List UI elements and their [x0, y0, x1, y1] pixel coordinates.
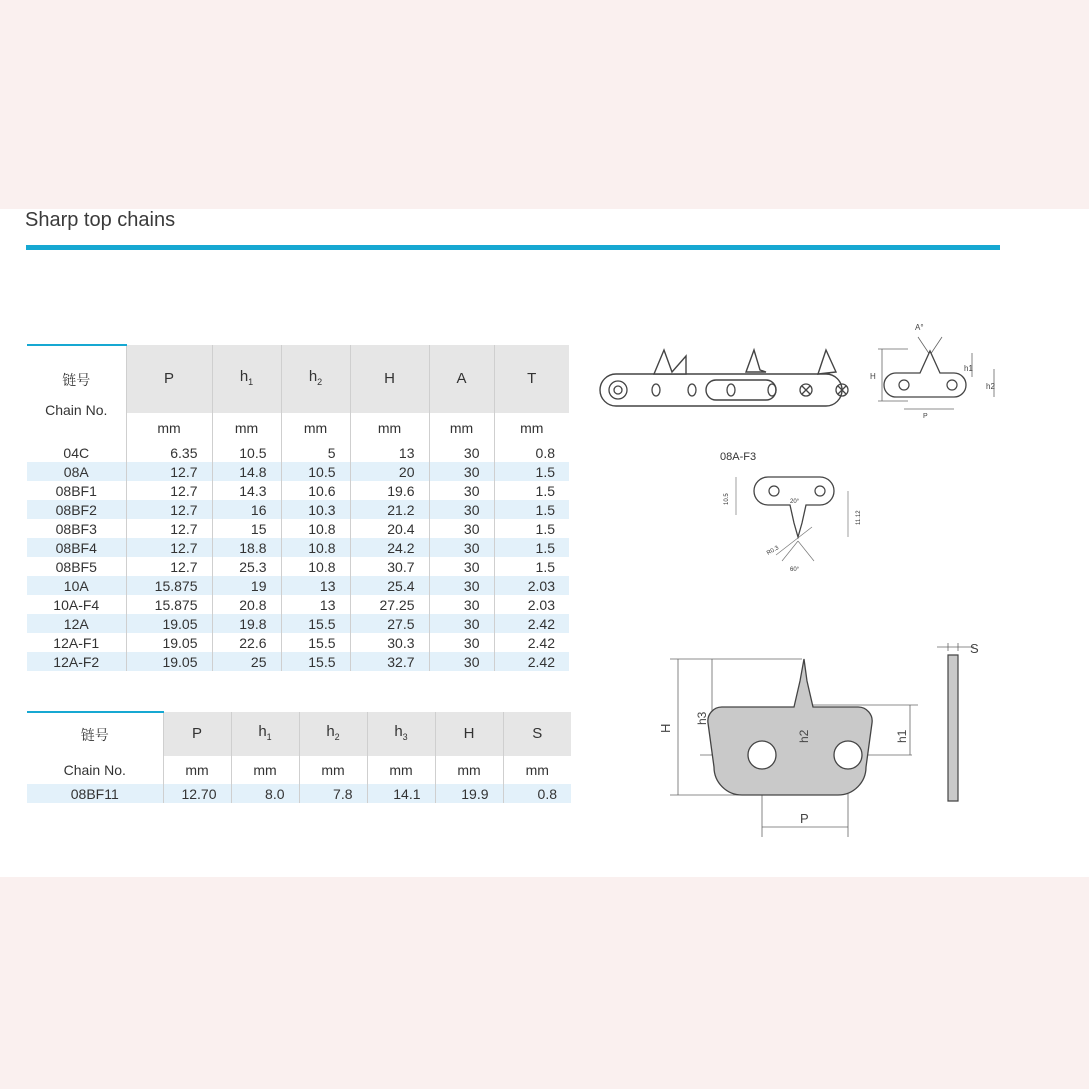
col-header: T	[494, 345, 569, 413]
unit-cell: mm	[350, 413, 429, 443]
value-cell: 6.35	[126, 443, 212, 462]
table-row	[27, 538, 569, 557]
value-cell: 30.3	[350, 633, 429, 652]
value-cell: 1.5	[494, 538, 569, 557]
value-cell: 12.7	[126, 500, 212, 519]
value-cell: 19.05	[126, 633, 212, 652]
f3-dim-right: 11.12	[856, 510, 862, 525]
value-cell: 13	[281, 595, 350, 614]
value-cell: 2.42	[494, 652, 569, 671]
col-header: $h_1$	[212, 345, 281, 413]
table-row	[27, 576, 569, 595]
chain-no-cell: 10A	[27, 576, 126, 595]
value-cell: 8.0	[231, 784, 299, 803]
unit-cell: mm	[494, 413, 569, 443]
value-cell: 7.8	[299, 784, 367, 803]
value-cell: 13	[350, 443, 429, 462]
f3-dim-angle-bottom: 60°	[790, 567, 800, 573]
chain-no-header	[27, 345, 126, 443]
f3-dim-angle-top: 20°	[790, 499, 800, 505]
value-cell: 21.2	[350, 500, 429, 519]
value-cell: 30	[429, 538, 494, 557]
value-cell: 20.4	[350, 519, 429, 538]
value-cell: 14.8	[212, 462, 281, 481]
value-cell: 22.6	[212, 633, 281, 652]
col-header: $h_2$	[281, 345, 350, 413]
f3-attachment-diagram	[716, 449, 886, 579]
chain-no-cell: 12A	[27, 614, 126, 633]
page-title: Sharp top chains	[25, 209, 176, 231]
value-cell: 15.875	[126, 595, 212, 614]
value-cell: 30	[429, 519, 494, 538]
f3-title: 08A-F3	[720, 451, 757, 463]
value-cell: 1.5	[494, 481, 569, 500]
large-plate-diagram	[652, 629, 992, 849]
angle-label: A°	[915, 323, 924, 332]
col-header: S	[503, 712, 571, 756]
value-cell: 16	[212, 500, 281, 519]
value-cell: 19.8	[212, 614, 281, 633]
value-cell: 10.8	[281, 557, 350, 576]
unit-cell: mm	[163, 756, 231, 784]
value-cell: 24.2	[350, 538, 429, 557]
value-cell: 10.5	[212, 443, 281, 462]
value-cell: 10.6	[281, 481, 350, 500]
chain-no-cell: 08BF2	[27, 500, 126, 519]
chain-no-cell: 12A-F2	[27, 652, 126, 671]
spec-table-2	[27, 711, 571, 803]
unit-cell: mm	[367, 756, 435, 784]
table-row	[27, 595, 569, 614]
value-cell: 2.03	[494, 595, 569, 614]
value-cell: 30	[429, 633, 494, 652]
h2-label: h2	[986, 382, 995, 391]
single-link-diagram	[868, 309, 1008, 419]
value-cell: 14.1	[367, 784, 435, 803]
value-cell: 27.5	[350, 614, 429, 633]
value-cell: 30	[429, 557, 494, 576]
chain-no-en: Chain No.	[45, 401, 108, 418]
h1-label: h1	[964, 364, 973, 373]
large-h3-label: h3	[695, 711, 709, 725]
value-cell: 32.7	[350, 652, 429, 671]
value-cell: 30	[429, 576, 494, 595]
value-cell: 20.8	[212, 595, 281, 614]
value-cell: 12.7	[126, 557, 212, 576]
unit-cell: mm	[503, 756, 571, 784]
spec-sheet	[0, 209, 1089, 877]
value-cell: 1.5	[494, 557, 569, 576]
value-cell: 19.05	[126, 614, 212, 633]
large-S-label: S	[970, 641, 979, 656]
chain-no-cell: 04C	[27, 443, 126, 462]
value-cell: 30	[429, 443, 494, 462]
col-header: $h_3$	[367, 712, 435, 756]
table-row	[27, 462, 569, 481]
value-cell: 12.7	[126, 538, 212, 557]
table-row	[27, 519, 569, 538]
value-cell: 30	[429, 462, 494, 481]
value-cell: 13	[281, 576, 350, 595]
chain-no-cell: 08A	[27, 462, 126, 481]
large-h1-label: h1	[895, 729, 909, 743]
table-row	[27, 652, 569, 671]
table-row	[27, 784, 571, 803]
value-cell: 1.5	[494, 462, 569, 481]
chain-no-cell: 08BF5	[27, 557, 126, 576]
unit-cell: mm	[429, 413, 494, 443]
unit-cell: mm	[212, 413, 281, 443]
col-header: $h_1$	[231, 712, 299, 756]
table-row	[27, 614, 569, 633]
col-header: P	[163, 712, 231, 756]
value-cell: 14.3	[212, 481, 281, 500]
value-cell: 1.5	[494, 519, 569, 538]
unit-cell: mm	[281, 413, 350, 443]
value-cell: 25	[212, 652, 281, 671]
table-row	[27, 481, 569, 500]
value-cell: 19.6	[350, 481, 429, 500]
large-H-label: H	[658, 723, 673, 733]
unit-cell: mm	[299, 756, 367, 784]
value-cell: 19.9	[435, 784, 503, 803]
value-cell: 12.70	[163, 784, 231, 803]
value-cell: 0.8	[503, 784, 571, 803]
f3-dim-radius: R0.3	[766, 545, 780, 557]
value-cell: 10.5	[281, 462, 350, 481]
value-cell: 18.8	[212, 538, 281, 557]
value-cell: 30	[429, 500, 494, 519]
table-row	[27, 557, 569, 576]
value-cell: 30	[429, 481, 494, 500]
table-row	[27, 500, 569, 519]
value-cell: 10.8	[281, 538, 350, 557]
spec-table-1	[27, 344, 569, 671]
value-cell: 27.25	[350, 595, 429, 614]
title-rule	[26, 245, 1000, 250]
value-cell: 10.8	[281, 519, 350, 538]
value-cell: 12.7	[126, 519, 212, 538]
chain-no-cell: 08BF3	[27, 519, 126, 538]
value-cell: 19.05	[126, 652, 212, 671]
H-label: H	[870, 372, 876, 381]
f3-dim-left: 10.5	[724, 493, 730, 505]
value-cell: 30	[429, 595, 494, 614]
value-cell: 5	[281, 443, 350, 462]
col-header: H	[435, 712, 503, 756]
chain-no-en: Chain No.	[27, 756, 163, 784]
value-cell: 12.7	[126, 462, 212, 481]
value-cell: 12.7	[126, 481, 212, 500]
value-cell: 20	[350, 462, 429, 481]
chain-strand-diagram	[596, 344, 866, 424]
value-cell: 2.42	[494, 633, 569, 652]
col-header: H	[350, 345, 429, 413]
value-cell: 15	[212, 519, 281, 538]
chain-no-cell: 12A-F1	[27, 633, 126, 652]
col-header: $h_2$	[299, 712, 367, 756]
table-row	[27, 443, 569, 462]
value-cell: 30	[429, 614, 494, 633]
col-header: P	[126, 345, 212, 413]
value-cell: 30.7	[350, 557, 429, 576]
chain-no-cell: 10A-F4	[27, 595, 126, 614]
value-cell: 10.3	[281, 500, 350, 519]
chain-no-cell: 08BF4	[27, 538, 126, 557]
value-cell: 0.8	[494, 443, 569, 462]
value-cell: 15.5	[281, 633, 350, 652]
value-cell: 15.875	[126, 576, 212, 595]
col-header: A	[429, 345, 494, 413]
chain-no-cell: 08BF11	[27, 784, 163, 803]
table-row	[27, 633, 569, 652]
value-cell: 15.5	[281, 652, 350, 671]
value-cell: 30	[429, 652, 494, 671]
P-label: P	[923, 413, 928, 419]
unit-cell: mm	[126, 413, 212, 443]
value-cell: 1.5	[494, 500, 569, 519]
value-cell: 25.4	[350, 576, 429, 595]
chain-no-cn: 链号	[27, 712, 163, 756]
value-cell: 25.3	[212, 557, 281, 576]
value-cell: 15.5	[281, 614, 350, 633]
value-cell: 2.42	[494, 614, 569, 633]
unit-cell: mm	[231, 756, 299, 784]
value-cell: 19	[212, 576, 281, 595]
chain-no-cn: 链号	[62, 371, 91, 388]
large-h2-label: h2	[797, 729, 811, 743]
chain-no-cell: 08BF1	[27, 481, 126, 500]
large-P-label: P	[800, 811, 809, 826]
unit-cell: mm	[435, 756, 503, 784]
value-cell: 2.03	[494, 576, 569, 595]
